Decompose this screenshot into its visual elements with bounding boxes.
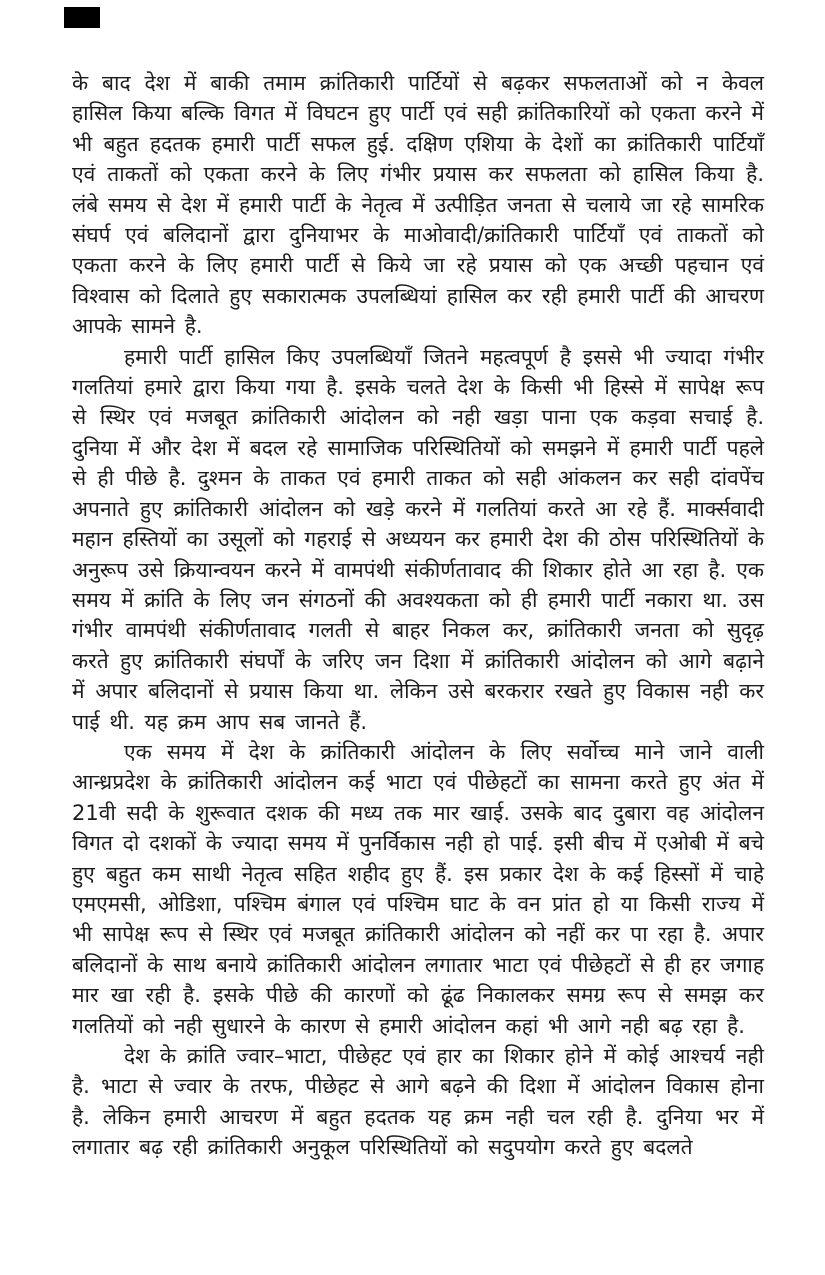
document-text-body xyxy=(72,68,764,1163)
paragraph-1: के बाद देश में बाकी तमाम क्रांतिकारी पार्टियों से बढ़कर सफलताओं को न केवल हासिल किया बल्कि विगत में विघटन हुए पार्टी एवं सही क्रांतिकारियों को एकता करने में भी बहुत हदतक हमारी पार्टी सफल हुई. दक्षिण एशिया के देशों का क्रांतिकारी पार्टियाँ एवं ताकतों को एकता करने के लिए गंभीर प्रयास कर सफलता को हासिल किया है. लंबे समय से देश में हमारी पार्टी के नेतृत्व में उत्पीड़ित जनता से चलाये जा रहे सामरिक संघर्प एवं बलिदानों द्वारा दुनियाभर के माओवादी/क्रांतिकारी पार्टियाँ एवं ताकतों को एकता करने के लिए हमारी पार्टी से किये जा रहे प्रयास को एक अच्छी पहचान एवं विश्वास को दिलाते हुए सकारात्मक उपलब्धियां हासिल कर रही हमारी पार्टी की आचरण आपके सामने है. xyxy=(72,71,764,339)
paragraph-3: एक समय में देश के क्रांतिकारी आंदोलन के लिए सर्वोच्च माने जाने वाली आन्ध्रप्रदेश के क्रांतिकारी आंदोलन कई भाटा एवं पीछेहटों का सामना करते हुए अंत में 21वी सदी के शुरूवात दशक की मध्य तक मार खाई. उसके बाद दुबारा वह आंदोलन विगत दो दशकों के ज्यादा समय में पुनर्विकास नही हो पाई. इसी बीच में एओबी में बचे हुए बहुत कम साथी नेतृत्व सहित शहीद हुए हैं. इस प्रकार देश के कई हिस्सों में चाहे एमएमसी, ओडिशा, पश्चिम बंगाल एवं पश्चिम घाट के वन प्रांत हो या किसी राज्य में भी सापेक्ष रूप से स्थिर एवं मजबूत क्रांतिकारी आंदोलन को नहीं कर पा रहा है. अपार बलिदानों के साथ बनाये क्रांतिकारी आंदोलन लगातार भाटा एवं पीछेहटों से ही हर जगाह मार खा रही है. इसके पीछे की कारणों को ढूंढ निकालकर समग्र रूप से समझ कर गलतियों को नही सुधारने के कारण से हमारी आंदोलन कहां भी आगे नही बढ़ रहा है. xyxy=(72,739,764,1038)
scan-artifact-mark xyxy=(64,7,100,28)
paragraph-4: देश के क्रांति ज्वार–भाटा, पीछेहट एवं हार का शिकार होने में कोई आश्चर्य नही है. भाटा से ज्वार के तरफ, पीछेहट से आगे बढ़ने की दिशा में आंदोलन विकास होना है. लेकिन हमारी आचरण में बहुत हदतक यह क्रम नही चल रही है. दुनिया भर में लगातार बढ़ रही क्रांतिकारी अनुकूल परिस्थितियों को सदुपयोग करते हुए बदलते xyxy=(72,1044,764,1160)
paragraph-2: हमारी पार्टी हासिल किए उपलब्धियाँ जितने महत्वपूर्ण है इससे भी ज्यादा गंभीर गलतियां हमारे द्वारा किया गया है. इसके चलते देश के किसी भी हिस्से में सापेक्ष रूप से स्थिर एवं मजबूत क्रांतिकारी आंदोलन को नही खड़ा पाना एक कड़वा सचाई है. दुनिया में और देश में बदल रहे सामाजिक परिस्थितियों को समझने में हमारी पार्टी पहले से ही पीछे है. दुश्मन के ताकत एवं हमारी ताकत को सही आंकलन कर सही दांवपेंच अपनाते हुए क्रांतिकारी आंदोलन को खड़े करने में गलतियां करते आ रहे हैं. मार्क्सवादी महान हस्तियों का उसूलों को गहराई से अध्ययन कर हमारी देश की ठोस परिस्थितियों के अनुरूप उसे क्रियान्वयन करने में वामपंथी संकीर्णतावाद की शिकार होते आ रहा है. एक समय में क्रांति के लिए जन संगठनों की अवश्यकता को ही हमारी पार्टी नकारा था. उस गंभीर वामपंथी संकीर्णतावाद गलती से बाहर निकल कर, क्रांतिकारी जनता को सुदृढ़ करते हुए क्रांतिकारी संघर्पों के जरिए जन दिशा में क्रांतिकारी आंदोलन को आगे बढ़ाने में अपार बलिदानों से प्रयास किया था. लेकिन उसे बरकरार रखते हुए विकास नही कर पाई थी. यह क्रम आप सब जानते हैं. xyxy=(72,344,764,734)
